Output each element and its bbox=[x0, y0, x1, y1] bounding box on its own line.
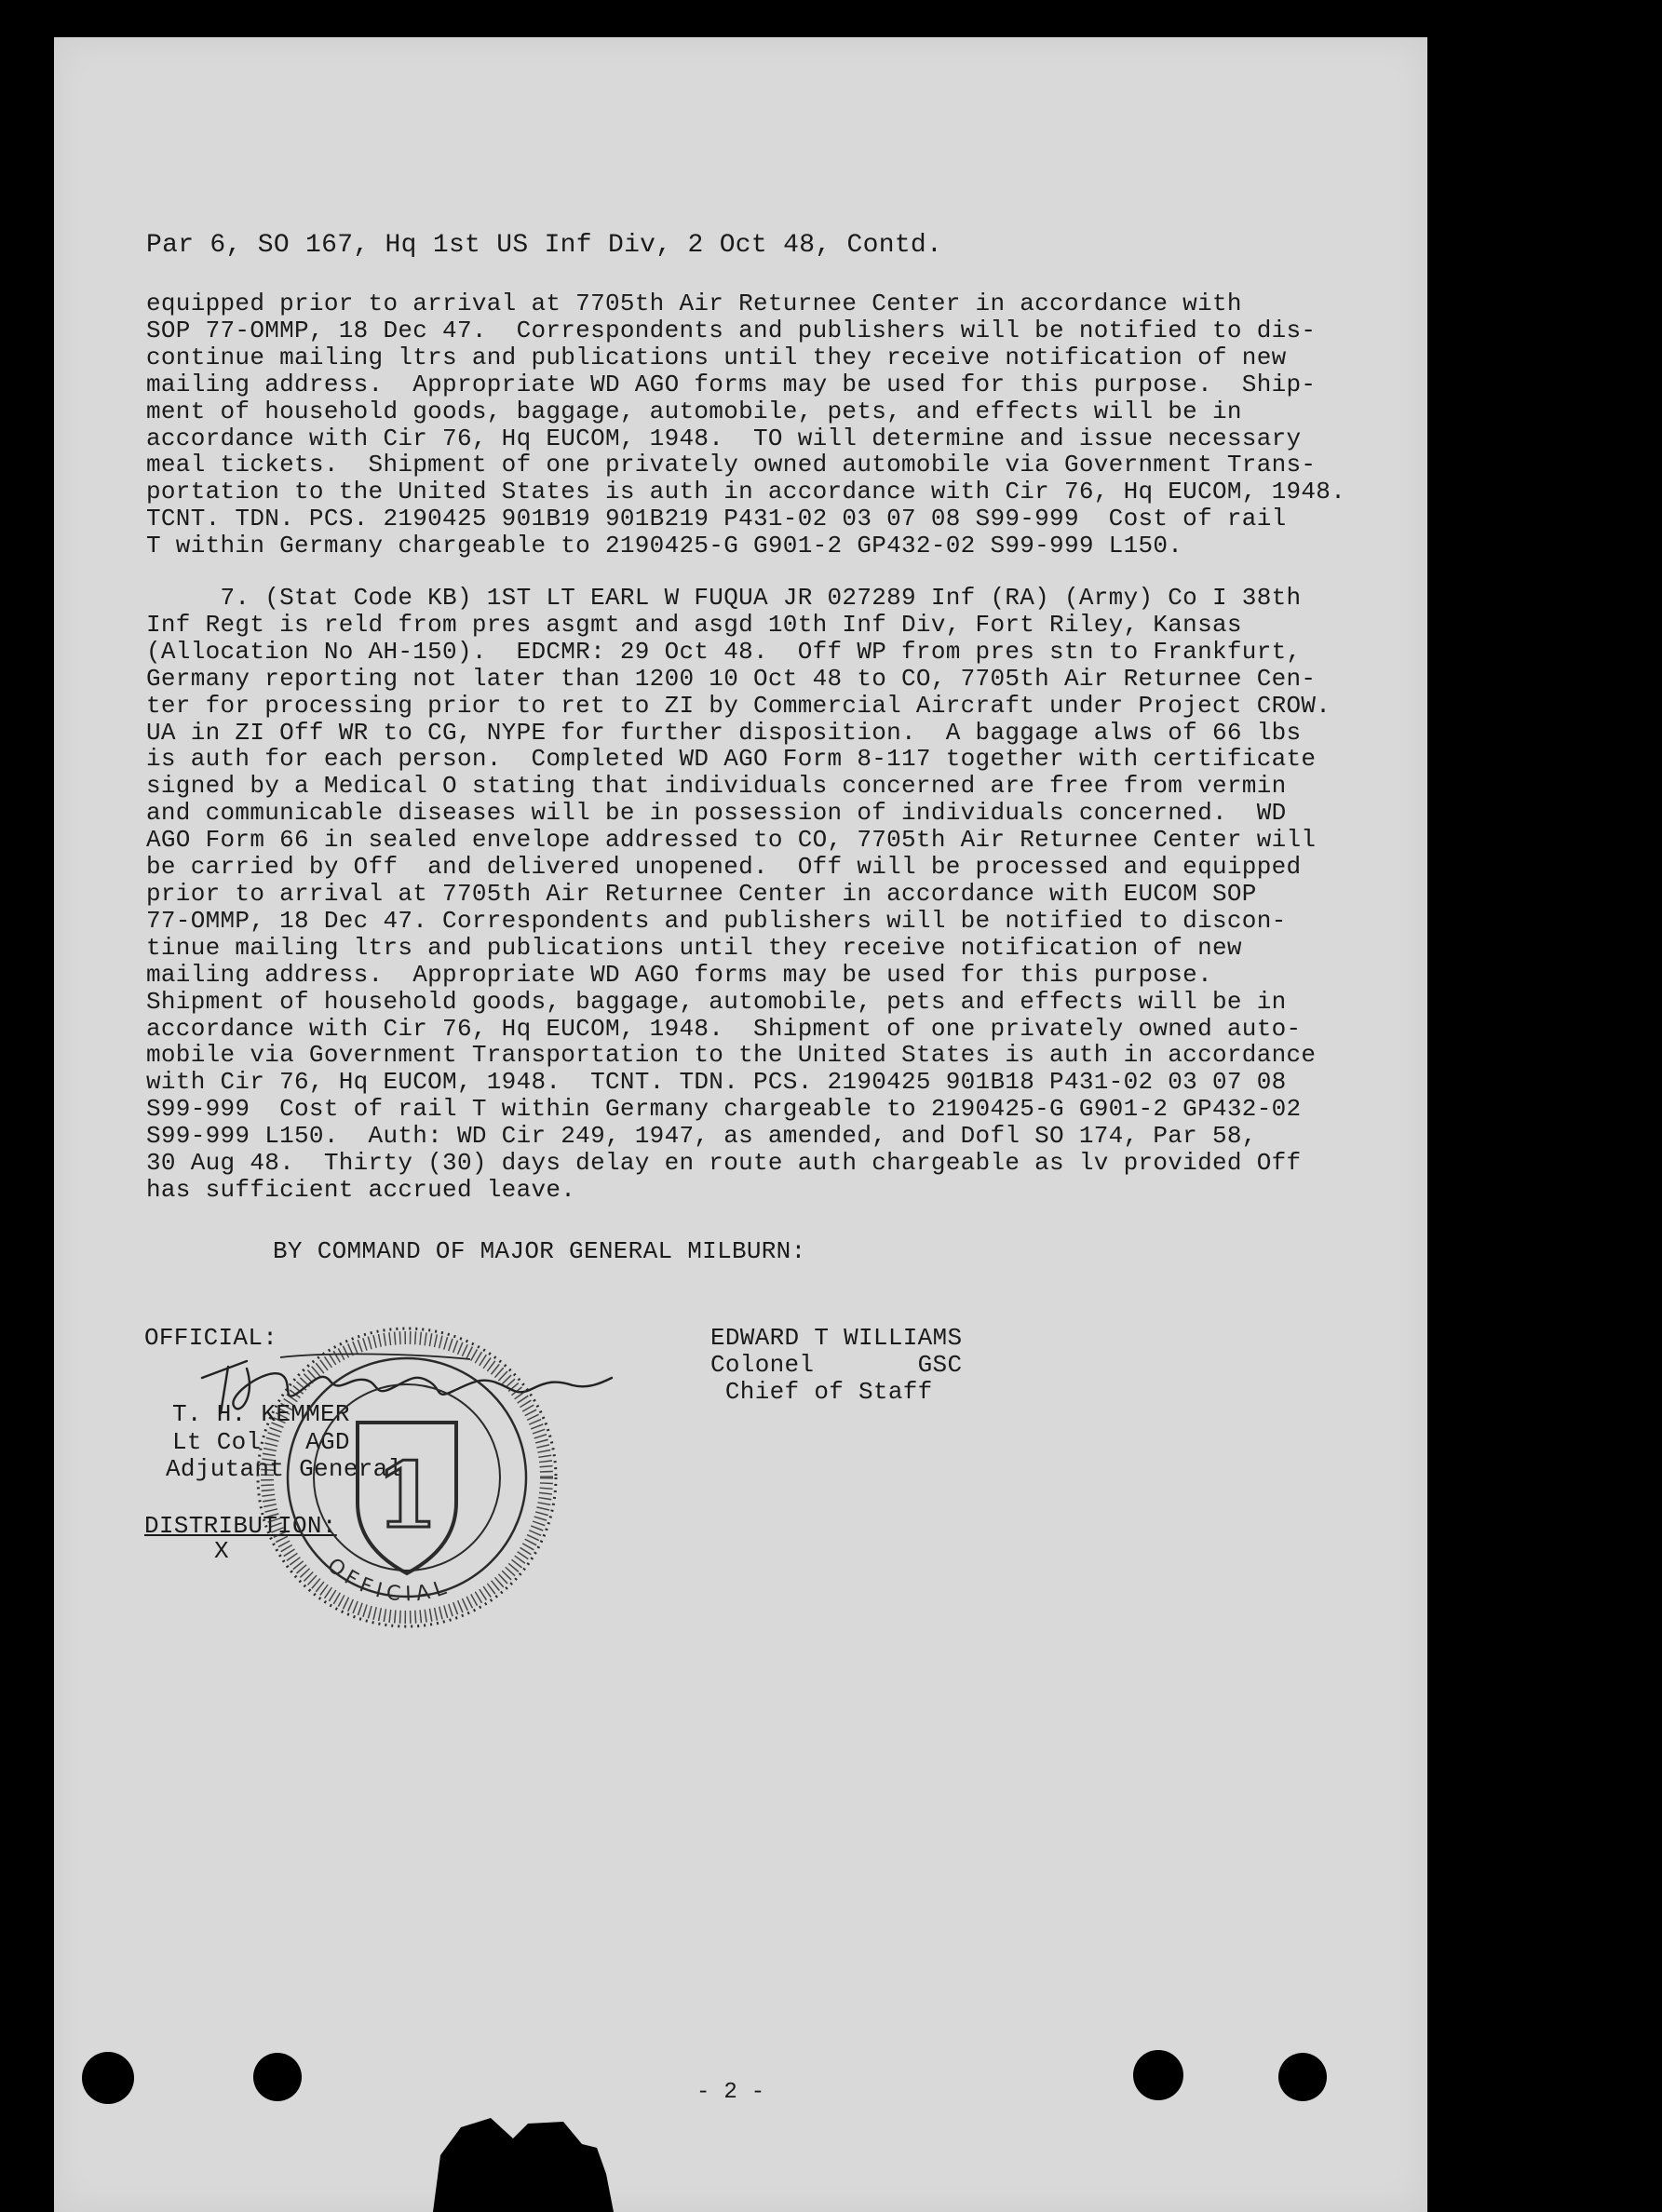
svg-text:OFFICIAL: OFFICIAL bbox=[322, 1554, 455, 1607]
signatory-rank: Colonel GSC bbox=[710, 1351, 963, 1379]
torn-edge bbox=[424, 2090, 619, 2212]
document-header: Par 6, SO 167, Hq 1st US Inf Div, 2 Oct 48, Contd. bbox=[146, 231, 943, 260]
official-rank: Lt Col AGD bbox=[172, 1428, 350, 1456]
binder-hole-far-right bbox=[1278, 2053, 1327, 2101]
distribution-code: X bbox=[214, 1537, 229, 1565]
paragraph-7: 7. (Stat Code KB) 1ST LT EARL W FUQUA JR 027289 Inf (RA) (Army) Co I 38th Inf Regt is reld from pres asgmt and asgd 10th Inf Div, Fort Riley, Kansas (Allocation No AH-150). EDCMR: 29 Oct 48. Off WP from pres stn to Frankfurt, Germany reporting not later than 1200 10 Oct 48 to CO, 7705th Air Returnee Cen- ter for processing prior to ret to ZI by Commercial Aircraft under Project CROW. UA in ZI Off WR to CG, NYPE for further disposition. A baggage alws of 66 lbs is auth for each person. Completed WD AGO Form 8-117 together with certificate signed by a Medical O stating that individuals concerned are free from vermin and communicable diseases will be in possession of individuals concerned. WD AGO Form 66 in sealed envelope addressed to CO, 7705th Air Returnee Center will be carried by Off and delivered unopened. Off will be processed and equipped prior to arrival at 7705th Air Returnee Center in accordance with EUCOM SOP 77-OMMP, 18 Dec 47. Correspondents and publishers will be notified to discon- tinue mailing ltrs and publications until they receive notification of new mailing address. Appropriate WD AGO forms may be used for this purpose. Shipment of household goods, baggage, automobile, pets and effects will be in accordance with Cir 76, Hq EUCOM, 1948. Shipment of one privately owned auto- mobile via Government Transportation to the United States is auth in accordance with Cir 76, Hq EUCOM, 1948. TCNT. TDN. PCS. 2190425 901B18 P431-02 03 07 08 S99-999 Cost of rail T within Germany chargeable to 2190425-G G901-2 GP432-02 S99-999 L150. Auth: WD Cir 249, 1947, as amended, and Dofl SO 174, Par 58, 30 Aug 48. Thirty (30) days delay en route auth chargeable as lv provided Off has sufficient accrued leave. bbox=[146, 584, 1331, 1204]
signatory-name: EDWARD T WILLIAMS bbox=[710, 1324, 963, 1352]
official-name: T. H. KEMMER bbox=[172, 1400, 350, 1428]
svg-text:1: 1 bbox=[375, 1443, 439, 1548]
binder-hole-right bbox=[1133, 2050, 1183, 2100]
page-number: - 2 - bbox=[696, 2080, 765, 2105]
distribution-label: DISTRIBUTION: bbox=[144, 1512, 337, 1540]
signatory-title: Chief of Staff bbox=[710, 1378, 933, 1406]
continued-paragraph: equipped prior to arrival at 7705th Air Returnee Center in accordance with SOP 77-OMMP, 18 Dec 47. Correspondents and publishers will be notified to dis- continue mailing ltrs and publications until they receive notification of new mailing address. Appropriate WD AGO forms may be used for this purpose. Ship- ment of household goods, baggage, automobile, pets, and effects will be in accordance with Cir 76, Hq EUCOM, 1948. TO will determine and issue necessary meal tickets. Shipment of one privately owned automobile via Government Trans- portation to the United States is auth in accordance with Cir 76, Hq EUCOM, 1948. TCNT. TDN. PCS. 2190425 901B19 901B219 P431-02 03 07 08 S99-999 Cost of rail T within Germany chargeable to 2190425-G G901-2 GP432-02 S99-999 L150. bbox=[146, 290, 1346, 560]
binder-hole-mid-left bbox=[253, 2053, 302, 2101]
official-label: OFFICIAL: bbox=[144, 1324, 278, 1352]
binder-hole-left bbox=[82, 2052, 134, 2104]
by-command-line: BY COMMAND OF MAJOR GENERAL MILBURN: bbox=[273, 1237, 806, 1265]
official-title: Adjutant General bbox=[166, 1455, 403, 1483]
official-seal-stamp bbox=[250, 1320, 564, 1635]
